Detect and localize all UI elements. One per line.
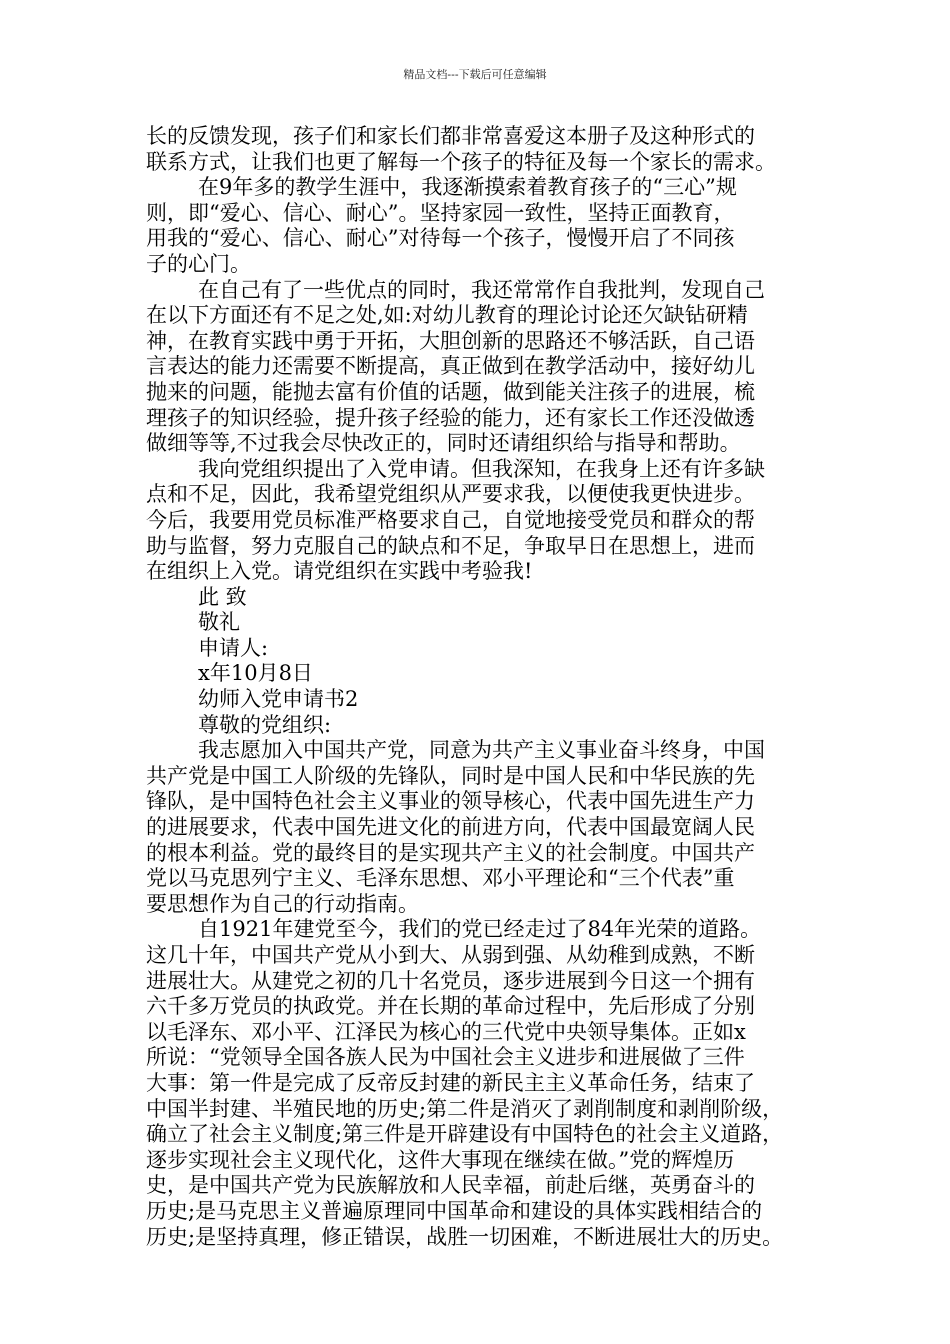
- text-line: 这几十年，中国共产党从小到大、从弱到强、从幼稚到成熟，不断: [146, 943, 755, 967]
- text-line: 则，即“爱心、信心、耐心”。坚持家园一致性，坚持正面教育，: [146, 200, 735, 225]
- text-line: 我向党组织提出了入党申请。但我深知，在我身上还有许多缺: [198, 456, 765, 481]
- text-line: 神，在教育实践中勇于开拓，大胆创新的思路还不够活跃，自己语: [146, 328, 755, 353]
- text-line: 今后，我要用党员标准严格要求自己，自觉地接受党员和群众的帮: [146, 507, 755, 532]
- text-line: 党以马克思列宁主义、毛泽东思想、邓小平理论和“三个代表”重: [146, 866, 735, 891]
- text-line: 锋队，是中国特色社会主义事业的领导核心，代表中国先进生产力: [146, 789, 755, 814]
- text-line: 长的反馈发现，孩子们和家长们都非常喜爱这本册子及这种形式的: [146, 124, 755, 148]
- text-line: 申请人:: [198, 635, 269, 660]
- text-line: 六千多万党员的执政党。并在长期的革命过程中，先后形成了分别: [146, 994, 755, 1019]
- text-line: 确立了社会主义制度;第三件是开辟建设有中国特色的社会主义道路，: [146, 1122, 784, 1147]
- text-line: 在组织上入党。请党组织在实践中考验我!: [146, 559, 533, 584]
- text-line: 做细等等,不过我会尽快改正的，同时还请组织给与指导和帮助。: [146, 431, 741, 456]
- text-line: 在以下方面还有不足之处,如:对幼儿教育的理论讨论还欠缺钻研精: [146, 303, 748, 328]
- text-line: 此 致: [198, 584, 247, 609]
- text-line: 进展壮大。从建党之初的几十名党员，逐步进展到今日这一个拥有: [146, 968, 755, 993]
- text-line: 言表达的能力还需要不断提高，真正做到在教学活动中，接好幼儿: [146, 354, 755, 379]
- text-line: 抛来的问题，能抛去富有价值的话题，做到能关注孩子的进展，梳: [146, 379, 755, 404]
- text-line: x年10月8日: [198, 661, 313, 686]
- page-header: 精品文档---下载后可任意编辑: [403, 68, 547, 81]
- text-line: 的根本利益。党的最终目的是实现共产主义的社会制度。中国共产: [146, 840, 755, 865]
- text-line: 点和不足，因此，我希望党组织从严要求我，以便使我更快进步。: [146, 482, 755, 507]
- text-line: 在9年多的教学生涯中，我逐渐摸索着教育孩子的“三心”规: [198, 175, 737, 200]
- text-line: 子的心门。: [146, 251, 251, 276]
- text-line: 尊敬的党组织:: [198, 712, 332, 737]
- text-line: 敬礼: [198, 610, 240, 635]
- text-line: 逐步实现社会主义现代化，这件大事现在继续在做。”党的辉煌历: [146, 1147, 735, 1172]
- text-line: 我志愿加入中国共产党，同意为共产主义事业奋斗终身，中国: [198, 738, 765, 763]
- text-line: 以毛泽东、邓小平、江泽民为核心的三代党中央领导集体。正如x: [146, 1019, 746, 1044]
- text-line: 在自己有了一些优点的同时，我还常常作自我批判，发现自己: [198, 277, 765, 302]
- text-line: 用我的“爱心、信心、耐心”对待每一个孩子，慢慢开启了不同孩: [146, 226, 735, 251]
- text-line: 史，是中国共产党为民族解放和人民幸福，前赴后继，英勇奋斗的: [146, 1173, 755, 1198]
- text-line: 中国半封建、半殖民地的历史;第二件是消灭了剥削制度和剥削阶级，: [146, 1096, 784, 1121]
- text-line: 历史;是坚持真理，修正错误，战胜一切困难，不断进展壮大的历史。: [146, 1224, 784, 1249]
- document-body: [146, 124, 810, 1250]
- text-line: 所说：“党领导全国各族人民为中国社会主义进步和进展做了三件: [146, 1045, 745, 1070]
- text-line: 助与监督，努力克服自己的缺点和不足，争取早日在思想上，进而: [146, 533, 755, 558]
- text-line: 的进展要求，代表中国先进文化的前进方向，代表中国最宽阔人民: [146, 815, 755, 840]
- text-line: 联系方式，让我们也更了解每一个孩子的特征及每一个家长的需求。: [146, 149, 776, 174]
- text-line: 幼师入党申请书2: [198, 687, 359, 712]
- text-line: 历史;是马克思主义普遍原理同中国革命和建设的具体实践相结合的: [146, 1198, 763, 1223]
- text-line: 大事：第一件是完成了反帝反封建的新民主主义革命任务，结束了: [146, 1070, 755, 1095]
- text-line: 共产党是中国工人阶级的先锋队，同时是中国人民和中华民族的先: [146, 763, 755, 788]
- text-line: 理孩子的知识经验，提升孩子经验的能力，还有家长工作还没做透: [146, 405, 755, 430]
- text-line: 自1921年建党至今，我们的党已经走过了84年光荣的道路。: [198, 917, 762, 942]
- text-line: 要思想作为自己的行动指南。: [146, 891, 419, 916]
